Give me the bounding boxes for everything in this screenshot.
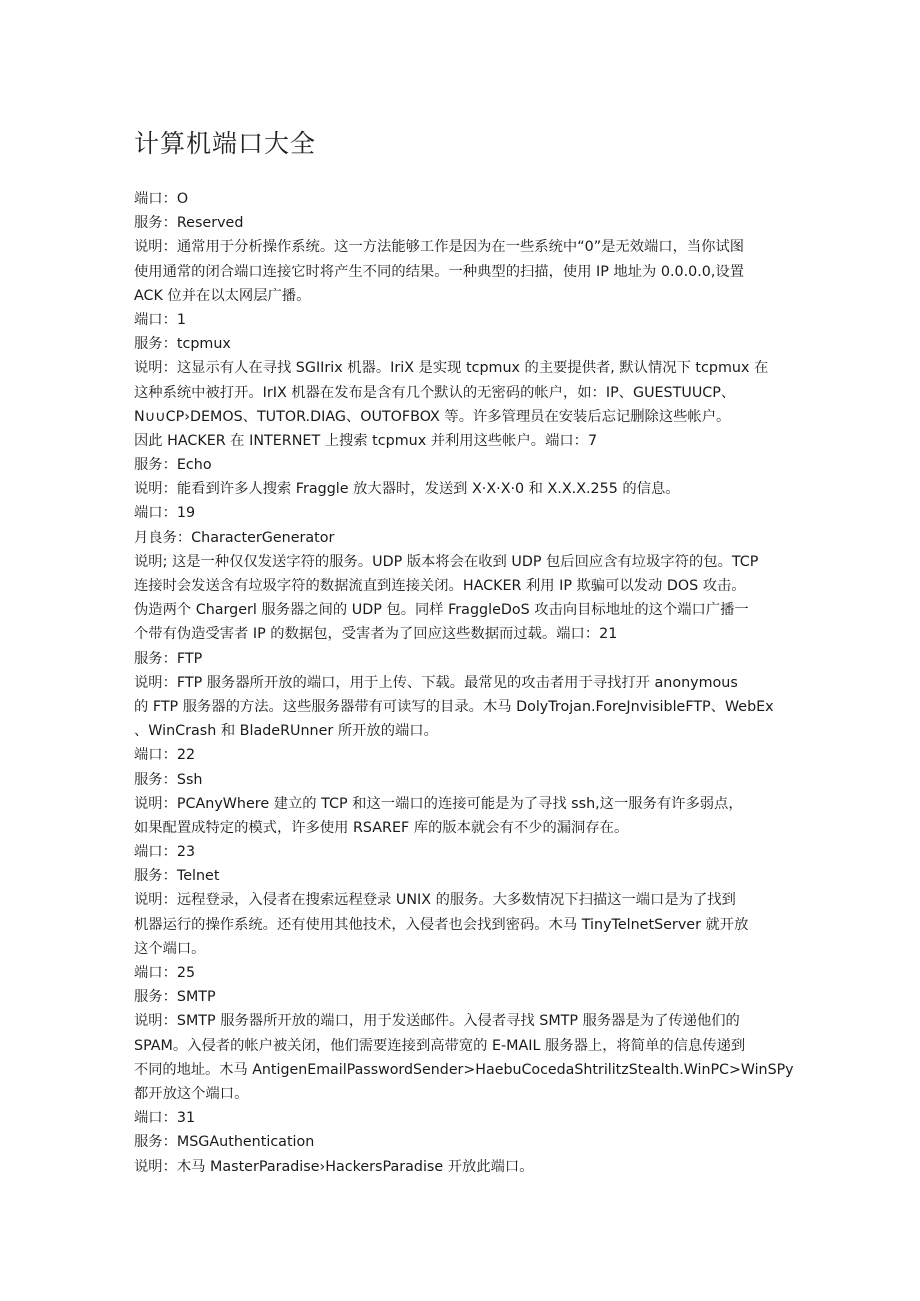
text-line: SPAM。入侵者的帐户被关闭，他们需要连接到高带宽的 E-MAIL 服务器上，将简单的信息传递到	[134, 1037, 746, 1054]
text-line: 服务：Echo	[134, 457, 212, 474]
text-line: 说明：PCAnyWhere 建立的 TCP 和这一端口的连接可能是为了寻找 ssh,这一服务有许多弱点，	[134, 795, 743, 812]
text-line: 服务：Telnet	[134, 868, 220, 885]
text-line: 伪造两个 Chargerl 服务器之间的 UDP 包。同样 FraggleDoS 攻击向目标地址的这个端口广播一	[134, 602, 749, 619]
text-line: 服务：Reserved	[134, 215, 244, 232]
text-line: 月良务：CharacterGenerator	[134, 529, 335, 546]
text-line: 服务：Ssh	[134, 771, 203, 788]
text-line: 说明：通常用于分析操作系统。这一方法能够工作是因为在一些系统中“0”是无效端口，当你试图	[134, 239, 745, 256]
text-line: 这个端口。	[134, 940, 206, 957]
text-line: 都开放这个端口。	[134, 1085, 249, 1102]
text-line: 说明：木马 MasterParadise›HackersParadise 开放此端口。	[134, 1158, 534, 1175]
text-line: 说明; 这是一种仅仅发送字符的服务。UDP 版本将会在收到 UDP 包后回应含有垃圾字符的包。TCP	[134, 553, 759, 570]
text-line: ACK 位并在以太网层广播。	[134, 287, 311, 304]
document-title: 计算机端口大全	[134, 129, 317, 158]
text-line: N∪∪CP›DEMOS、TUTOR.DIAG、OUTOFBOX 等。许多管理员在安装后忘记删除这些帐户。	[134, 408, 731, 425]
text-line: 不同的地址。木马 AntigenEmailPasswordSender>HaebuCocedaShtrilitzStealth.WinPC>WinSPy	[134, 1061, 794, 1078]
text-line: 端口：22	[134, 747, 196, 764]
text-line: 服务：tcpmux	[134, 336, 231, 353]
text-line: 服务：SMTP	[134, 989, 216, 1006]
text-line: 、WinCrash 和 BladeRUnner 所开放的端口。	[134, 723, 438, 740]
text-line: 端口：23	[134, 844, 196, 861]
text-line: 端口：1	[134, 311, 186, 328]
text-line: 机器运行的操作系统。还有使用其他技术，入侵者也会找到密码。木马 TinyTelnetServer 就开放	[134, 916, 749, 933]
text-line: 说明：FTP 服务器所开放的端口，用于上传、下载。最常见的攻击者用于寻找打开 anonymous	[134, 674, 738, 691]
text-line: 服务：FTP	[134, 650, 203, 667]
text-line: 端口：31	[134, 1110, 196, 1127]
text-line: 如果配置成特定的模式，许多使用 RSAREF 库的版本就会有不少的漏洞存在。	[134, 819, 629, 836]
text-line: 个带有伪造受害者 IP 的数据包，受害者为了回应这些数据而过载。端口：21	[134, 626, 618, 643]
text-line: 说明：远程登录，入侵者在搜索远程登录 UNIX 的服务。大多数情况下扫描这一端口是为了找到	[134, 892, 736, 909]
text-line: 服务：MSGAuthentication	[134, 1134, 315, 1151]
document-body	[134, 187, 794, 1179]
text-line: 说明：能看到许多人搜索 Fraggle 放大器时，发送到 X·X·X·0 和 X.X.X.255 的信息。	[134, 481, 680, 498]
text-line: 端口：O	[134, 191, 189, 207]
text-line: 端口：19	[134, 505, 196, 522]
text-line: 说明：SMTP 服务器所开放的端口，用于发送邮件。入侵者寻找 SMTP 服务器是为了传递他们的	[134, 1013, 740, 1030]
text-line: 因此 HACKER 在 INTERNET 上搜索 tcpmux 并利用这些帐户。端口：7	[134, 432, 598, 449]
text-line: 说明：这显示有人在寻找 SGIIrix 机器。IriX 是实现 tcpmux 的主要提供者, 默认情况下 tcpmux 在	[134, 360, 769, 377]
text-line: 这种系统中被打开。IrIX 机器在发布是含有几个默认的无密码的帐户，如：IP、GUESTUUCP、	[134, 384, 736, 401]
text-line: 的 FTP 服务器的方法。这些服务器带有可读写的目录。木马 DolyTrojan.ForeJnvisibleFTP、WebEx	[134, 698, 774, 715]
text-line: 连接时会发送含有垃圾字符的数据流直到连接关闭。HACKER 利用 IP 欺骗可以发动 DOS 攻击。	[134, 578, 746, 594]
text-line: 端口：25	[134, 965, 196, 981]
text-line: 使用通常的闭合端口连接它时将产生不同的结果。一种典型的扫描，使用 IP 地址为 0.0.0.0,设置	[134, 263, 745, 280]
